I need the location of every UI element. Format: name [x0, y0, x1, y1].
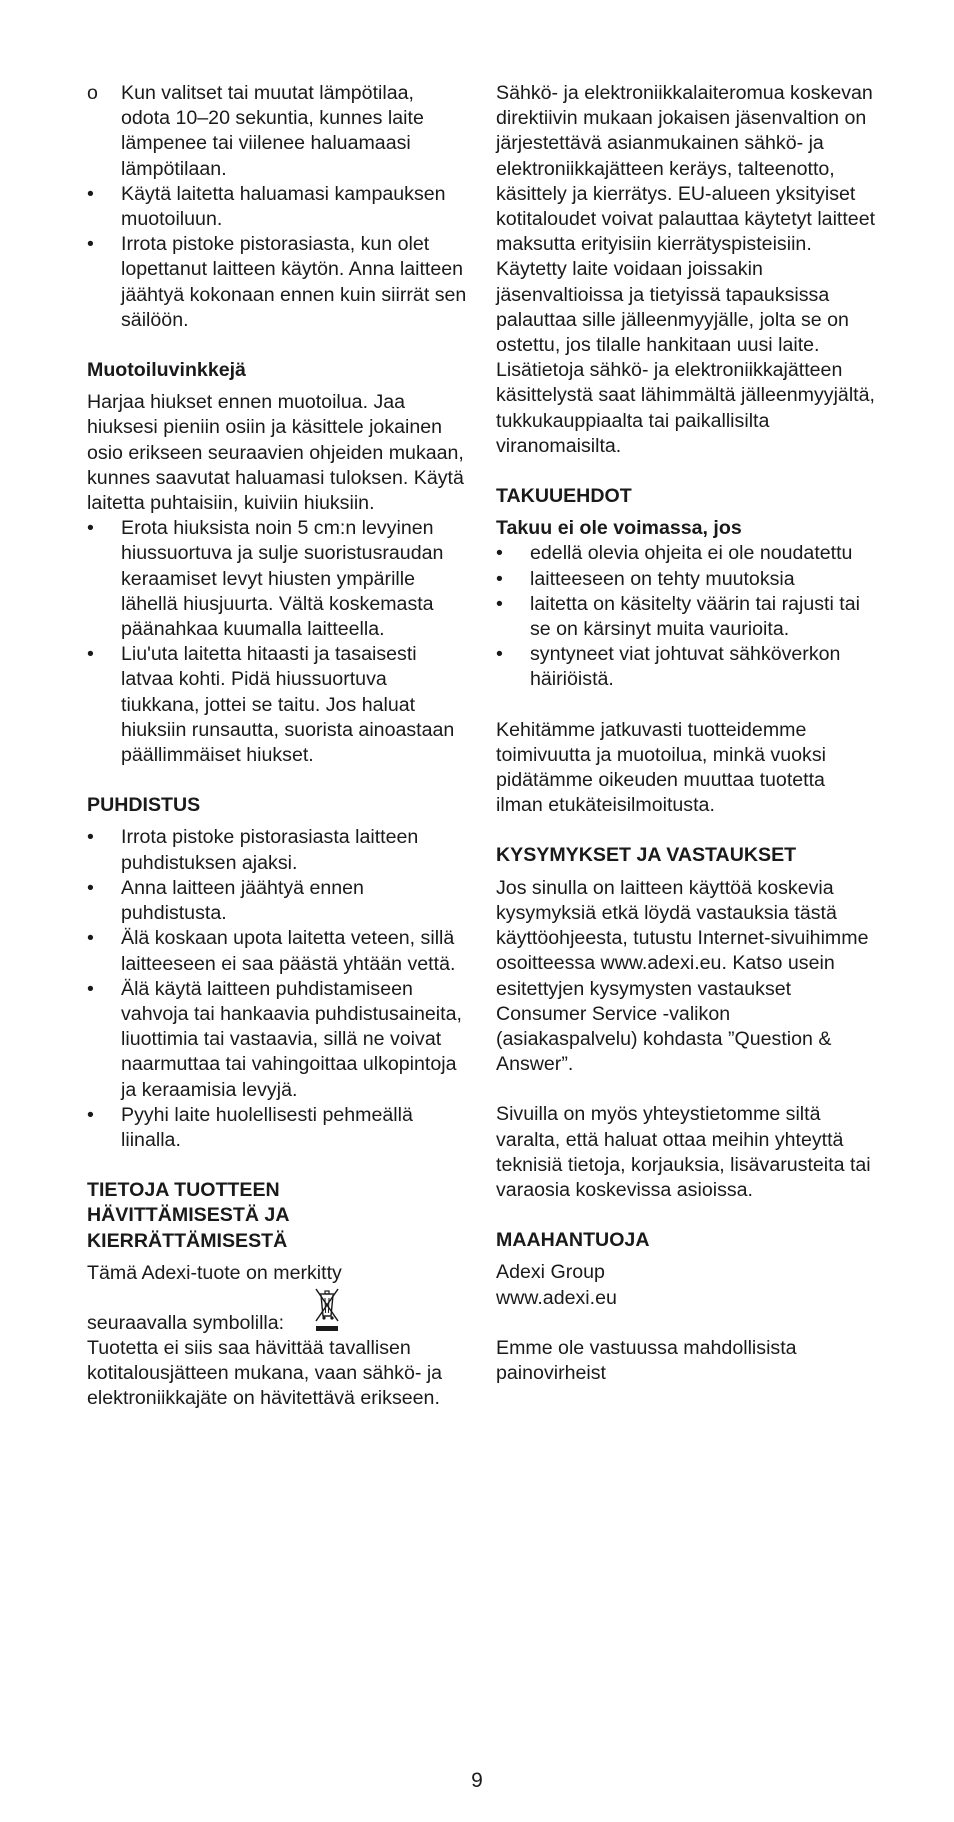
symbol-line [87, 1286, 467, 1336]
list-item [87, 642, 467, 768]
importer-company: Adexi Group [496, 1261, 605, 1284]
page-number: 9 [471, 1769, 483, 1792]
styling-tips-heading: Muotoiluvinkkejä [87, 359, 246, 382]
faq-paragraph-1: Jos sinulla on laitteen käyttöä koskevia kysymyksiä etkä löydä vastauksia tästä käyttöohjeesta, tutustu Internet-sivuihimme osoitteessa www.adexi.eu. Katso usein esitettyjen kysymysten vastaukset Consumer Service -valikon (asiakaspalvelu) kohdasta ”Question & Answer”. [496, 876, 869, 1076]
list-item-text: Kun valitset tai muutat lämpötilaa, odota 10–20 sekuntia, kunnes laite lämpenee tai viilenee haluamaasi lämpötilaan. [121, 82, 424, 180]
list-item [87, 1103, 467, 1153]
list-item [87, 516, 467, 642]
list-item-text: syntyneet viat johtuvat sähköverkon häiriöistä. [530, 643, 841, 691]
importer-website: www.adexi.eu [496, 1286, 617, 1309]
importer-disclaimer: Emme ole vastuussa mahdollisista painovirheist [496, 1336, 797, 1384]
warranty-subheading: Takuu ei ole voimassa, jos [496, 517, 742, 540]
weee-crossed-bin-icon [313, 1286, 341, 1336]
faq-heading: KYSYMYKSET JA VASTAUKSET [496, 844, 797, 867]
list-item-text: Älä käytä laitteen puhdistamiseen vahvoja tai hankaavia puhdistusaineita, liuottimia tai vastaavia, sillä ne voivat naarmuttaa tai vahingoittaa ulkopintoja ja keraamisia levyjä. [121, 977, 462, 1101]
list-item-text: Älä koskaan upota laitetta veteen, sillä laitteeseen ei saa päästä yhtään vettä. [121, 927, 456, 975]
bullet-mark: • [87, 876, 94, 899]
list-item [87, 825, 467, 875]
list-item [87, 876, 467, 926]
warranty-heading: TAKUUEHDOT [496, 485, 632, 508]
list-item [496, 592, 876, 642]
list-item [87, 926, 467, 976]
disposal-paragraph: Tuotetta ei siis saa hävittää tavallisen kotitalousjätteen mukana, vaan sähkö- ja elektroniikkajäte on hävitettävä erikseen. [87, 1336, 443, 1410]
list-item [87, 232, 467, 333]
disposal-line-2: seuraavalla symbolilla: [87, 1311, 285, 1334]
importer-heading: MAAHANTUOJA [496, 1229, 650, 1252]
styling-tips-list [87, 516, 467, 768]
bullet-mark: • [87, 182, 94, 205]
bullet-mark: • [87, 927, 94, 950]
warranty-list [496, 541, 876, 692]
list-item [496, 567, 876, 592]
list-item-text: edellä olevia ohjeita ei ole noudatettu [530, 542, 853, 565]
disposal-heading-line: TIETOJA TUOTTEEN [87, 1179, 280, 1202]
bullet-mark: • [496, 643, 503, 666]
list-item-text: Erota hiuksista noin 5 cm:n levyinen hiussuortuva ja sulje suoristusraudan keraamiset levyt hiusten ympärille lähellä hiusjuurta. Vältä koskemasta päänahkaa kuumalla laitteella. [121, 517, 444, 641]
list-item [87, 977, 467, 1103]
cleaning-list [87, 825, 467, 1153]
list-item [496, 642, 876, 692]
bullet-mark: • [87, 643, 94, 666]
list-item-text: Irrota pistoke pistorasiasta, kun olet lopettanut laitteen käytön. Anna laitteen jäähtyä kokonaan ennen kuin siirrät sen säilöön. [121, 233, 467, 331]
disposal-heading-line: HÄVITTÄMISESTÄ JA [87, 1204, 290, 1227]
list-item-text: laitetta on käsitelty väärin tai rajusti tai se on kärsinyt muita vaurioita. [530, 592, 860, 641]
disposal-line-1: Tämä Adexi-tuote on merkitty [87, 1261, 342, 1284]
intro-list [87, 81, 467, 333]
list-item-text: Käytä laitetta haluamasi kampauksen muotoiluun. [121, 182, 446, 231]
bullet-mark: • [87, 1103, 94, 1126]
bullet-mark: • [496, 592, 503, 615]
list-item [87, 182, 467, 232]
right-column [496, 81, 876, 1386]
bullet-mark: • [87, 977, 94, 1000]
warranty-paragraph: Kehitämme jatkuvasti tuotteidemme toimivuutta ja muotoilua, minkä vuoksi pidätämme oikeuden muuttaa tuotetta ilman etukäteisilmoitusta. [496, 718, 826, 817]
bullet-mark: • [496, 567, 503, 590]
faq-paragraph-2: Sivuilla on myös yhteystietomme siltä varalta, että haluat ottaa meihin yhteyttä teknisiä tietoja, korjauksia, lisävarusteita tai varaosia koskevissa asioissa. [496, 1103, 871, 1201]
disposal-heading [87, 1178, 467, 1254]
list-item-text: laitteeseen on tehty muutoksia [530, 567, 795, 590]
list-item-text: Irrota pistoke pistorasiasta laitteen puhdistuksen ajaksi. [121, 826, 419, 874]
bullet-mark: • [87, 233, 94, 256]
bullet-mark: o [87, 82, 98, 104]
weee-directive-paragraph: Sähkö- ja elektroniikkalaiteromua koskevan direktiivin mukaan jokaisen jäsenvaltion on järjestettävä asianmukainen sähkö- ja elektroniikkajätteen keräys, talteenotto, käsittely ja kierrätys. EU-alueen yksityiset kotitaloudet voivat palauttaa käytetyt laitteet maksutta erityisiin kierrätyspisteisiin. Käytetty laite voidaan joissakin jäsenvaltioissa ja tietyissä tapauksissa palauttaa sille jälleenmyyjälle, jolta se on ostettu, jos tilalle hankitaan uusi laite. Lisätietoja sähkö- ja elektroniikkajätteen käsittelystä saat lähimmältä jälleenmyyjältä, tukkukauppiaalta tai paikallisilta viranomaisilta. [496, 82, 876, 457]
list-item-text: Anna laitteen jäähtyä ennen puhdistusta. [121, 876, 364, 925]
disposal-heading-line: KIERRÄTTÄMISESTÄ [87, 1229, 288, 1252]
bullet-mark: • [87, 517, 94, 540]
list-item [496, 541, 876, 566]
list-item [87, 81, 467, 182]
styling-tips-paragraph: Harjaa hiukset ennen muotoilua. Jaa hiuksesi pieniin osiin ja käsittele jokainen osio erikseen seuraavien ohjeiden mukaan, kunnes saavutat haluamasi tuloksen. Käytä laitetta puhtaisiin, kuiviin hiuksiin. [87, 391, 464, 515]
left-column [87, 81, 467, 1412]
bullet-mark: • [496, 542, 503, 565]
list-item-text: Liu'uta laitetta hitaasti ja tasaisesti latvaa kohti. Pidä hiussuortuva tiukkana, jottei se taitu. Jos haluat hiuksiin runsautta, suorista ainoastaan päällimmäiset hiukset. [121, 643, 455, 767]
cleaning-heading: PUHDISTUS [87, 794, 201, 817]
bullet-mark: • [87, 826, 94, 849]
list-item-text: Pyyhi laite huolellisesti pehmeällä liinalla. [121, 1103, 413, 1151]
